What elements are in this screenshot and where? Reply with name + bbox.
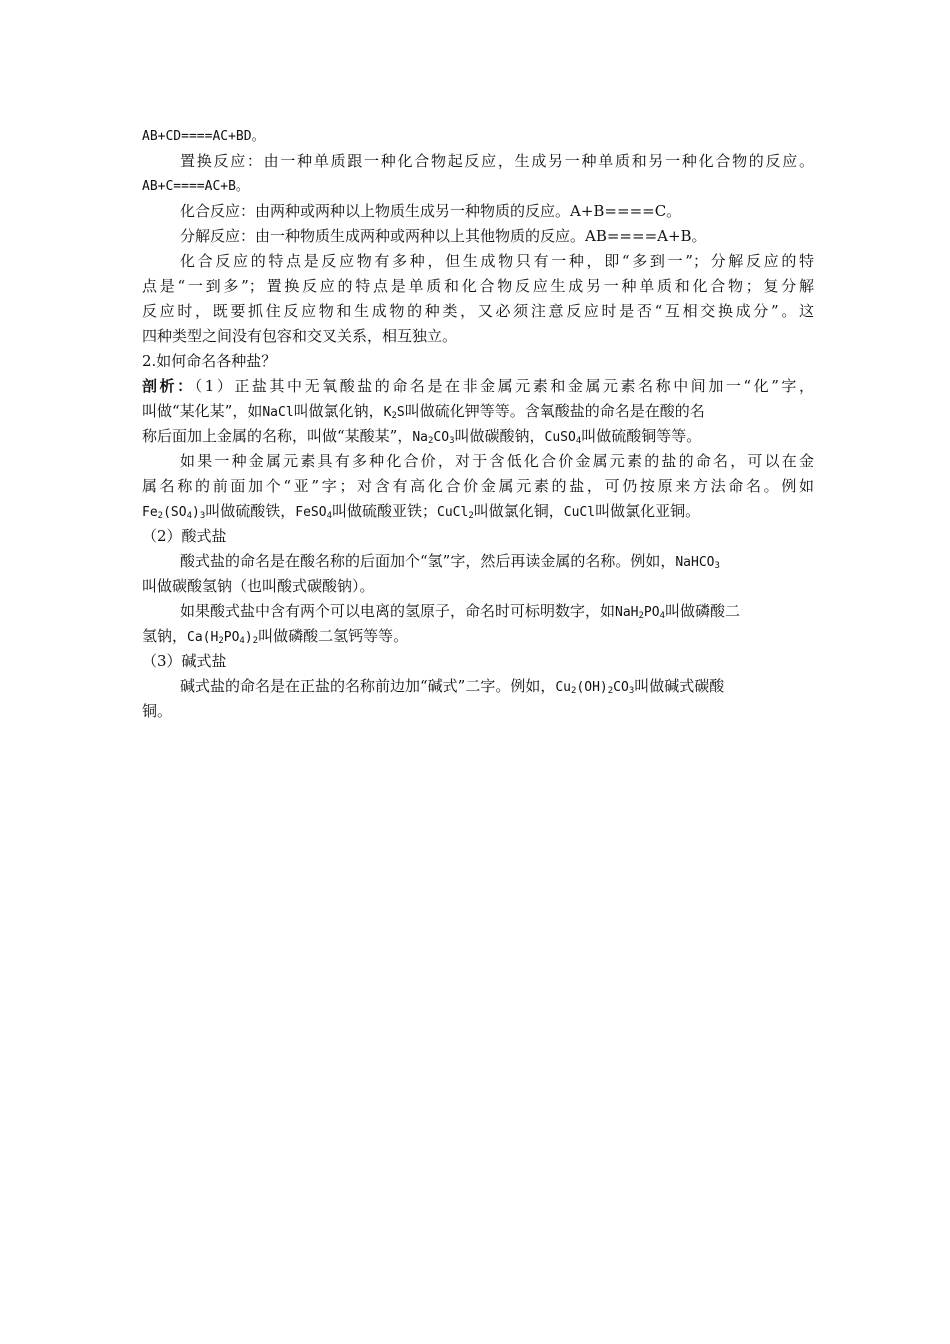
subsection-heading: （2）酸式盐 [142,527,227,545]
text-line: 分解反应：由一种物质生成两种或两种以上其他物质的反应。AB====A+B。 [180,227,707,245]
text-line: 称后面加上金属的名称，叫做“某酸某”，$Na_2CO_3$叫做碳酸钠，CuSO$_4$叫做硫酸铜等等。 [142,427,702,446]
subsection-heading: （3）碱式盐 [142,652,227,670]
text-line: 化合反应：由两种或两种以上物质生成另一种物质的反应。A+B====C。 [180,202,682,220]
document-page [142,124,814,724]
text-line: 碱式盐的命名是在正盐的名称前边加“碱式”二字。例如，$Cu_2(OH)_2CO_3$叫做碱式碳酸 [180,677,725,696]
text-line: 叫做碳酸氢钠（也叫酸式碳酸钠）。 [142,577,375,595]
text-line: AB+CD====AC+BD。 [142,129,265,144]
text-line: 化合反应的特点是反应物有多种，但生成物只有一种，即“多到一”；分解反应的特 [180,252,814,270]
text-line: 叫做“某化某”，如NaCl叫做氯化钠，$K_2S$叫做硫化钾等等。含氧酸盐的命名是在酸的名 [142,402,705,421]
text-line: 铜。 [142,702,173,720]
text-line: AB+C====AC+B。 [142,179,249,194]
text-line: 如果酸式盐中含有两个可以电离的氢原子，命名时可标明数字，如$NaH_2PO_4$叫做磷酸二 [180,602,741,621]
text-line: 反应时，既要抓住反应物和生成物的种类，又必须注意反应时是否“互相交换成分”。这 [142,302,814,320]
text-line: 属名称的前面加个“亚”字；对含有高化合价金属元素的盐，可仍按原来方法命名。例如 [142,477,814,495]
analysis-label: 剖析： [142,377,195,395]
text-line: 四种类型之间没有包容和交叉关系，相互独立。 [142,327,458,345]
text-line: 氢钠，$Ca(H_2PO_4)_2$叫做磷酸二氢钙等等。 [142,627,409,646]
text-line: $Fe_2(SO_4)_3$叫做硫酸铁，FeSO$_4$叫做硫酸亚铁；CuCl$_2$叫做氯化铜，CuCl叫做氯化亚铜。 [142,502,701,521]
section-heading: 2.如何命名各种盐？ [142,352,277,370]
text-line: 置换反应：由一种单质跟一种化合物起反应，生成另一种单质和另一种化合物的反应。 [180,152,814,170]
text-line: 如果一种金属元素具有多种化合价，对于含低化合价金属元素的盐的命名，可以在金 [180,452,814,470]
text-line: 剖析：（1）正盐其中无氧酸盐的命名是在非金属元素和金属元素名称中间加一“化”字， [142,377,814,395]
text-line: 点是“一到多”；置换反应的特点是单质和化合物反应生成另一种单质和化合物；复分解 [142,277,814,295]
text-line: 酸式盐的命名是在酸名称的后面加个“氢”字，然后再读金属的名称。例如，NaHCO$_3$ [180,552,720,571]
